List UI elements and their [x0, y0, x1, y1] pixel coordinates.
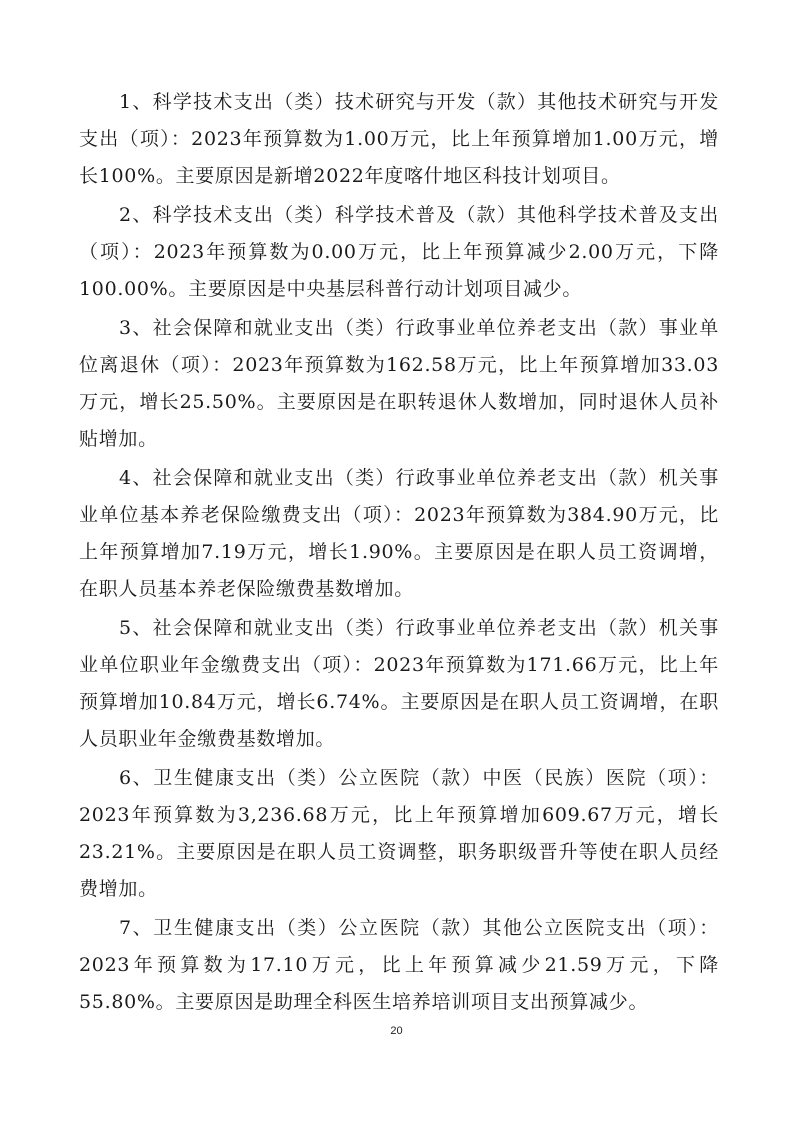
page-number: 20 [390, 1025, 403, 1037]
paragraph-item-4: 4、社会保障和就业支出（类）行政事业单位养老支出（款）机关事业单位基本养老保险缴费支出（项）：2023年预算数为384.90万元，比上年预算增加7.19万元，增长1.90%。主要原因是在职人员工资调增，在职人员基本养老保险缴费基数增加。 [79, 467, 719, 600]
document-body [79, 84, 719, 1023]
paragraph-item-1: 1、科学技术支出（类）技术研究与开发（款）其他技术研究与开发支出（项）：2023年预算数为1.00万元，比上年预算增加1.00万元，增长100%。主要原因是新增2022年度喀什地区科技计划项目。 [79, 91, 719, 187]
paragraph-item-7: 7、卫生健康支出（类）公立医院（款）其他公立医院支出（项）：2023年预算数为17.10万元，比上年预算减少21.59万元，下降55.80%。主要原因是助理全科医生培养培训项目支出预算减少。 [79, 917, 719, 1013]
paragraph-item-2: 2、科学技术支出（类）科学技术普及（款）其他科学技术普及支出（项）：2023年预算数为0.00万元，比上年预算减少2.00万元，下降100.00%。主要原因是中央基层科普行动计划项目减少。 [79, 204, 719, 300]
paragraph-item-5: 5、社会保障和就业支出（类）行政事业单位养老支出（款）机关事业单位职业年金缴费支出（项）：2023年预算数为171.66万元，比上年预算增加10.84万元，增长6.74%。主要原因是在职人员工资调增，在职人员职业年金缴费基数增加。 [79, 617, 719, 750]
paragraph-item-3: 3、社会保障和就业支出（类）行政事业单位养老支出（款）事业单位离退休（项）：2023年预算数为162.58万元，比上年预算增加33.03万元，增长25.50%。主要原因是在职转退休人数增加，同时退休人员补贴增加。 [79, 317, 719, 450]
paragraph-item-6: 6、卫生健康支出（类）公立医院（款）中医（民族）医院（项）：2023年预算数为3,236.68万元，比上年预算增加609.67万元，增长23.21%。主要原因是在职人员工资调整，职务职级晋升等使在职人员经费增加。 [79, 767, 719, 900]
